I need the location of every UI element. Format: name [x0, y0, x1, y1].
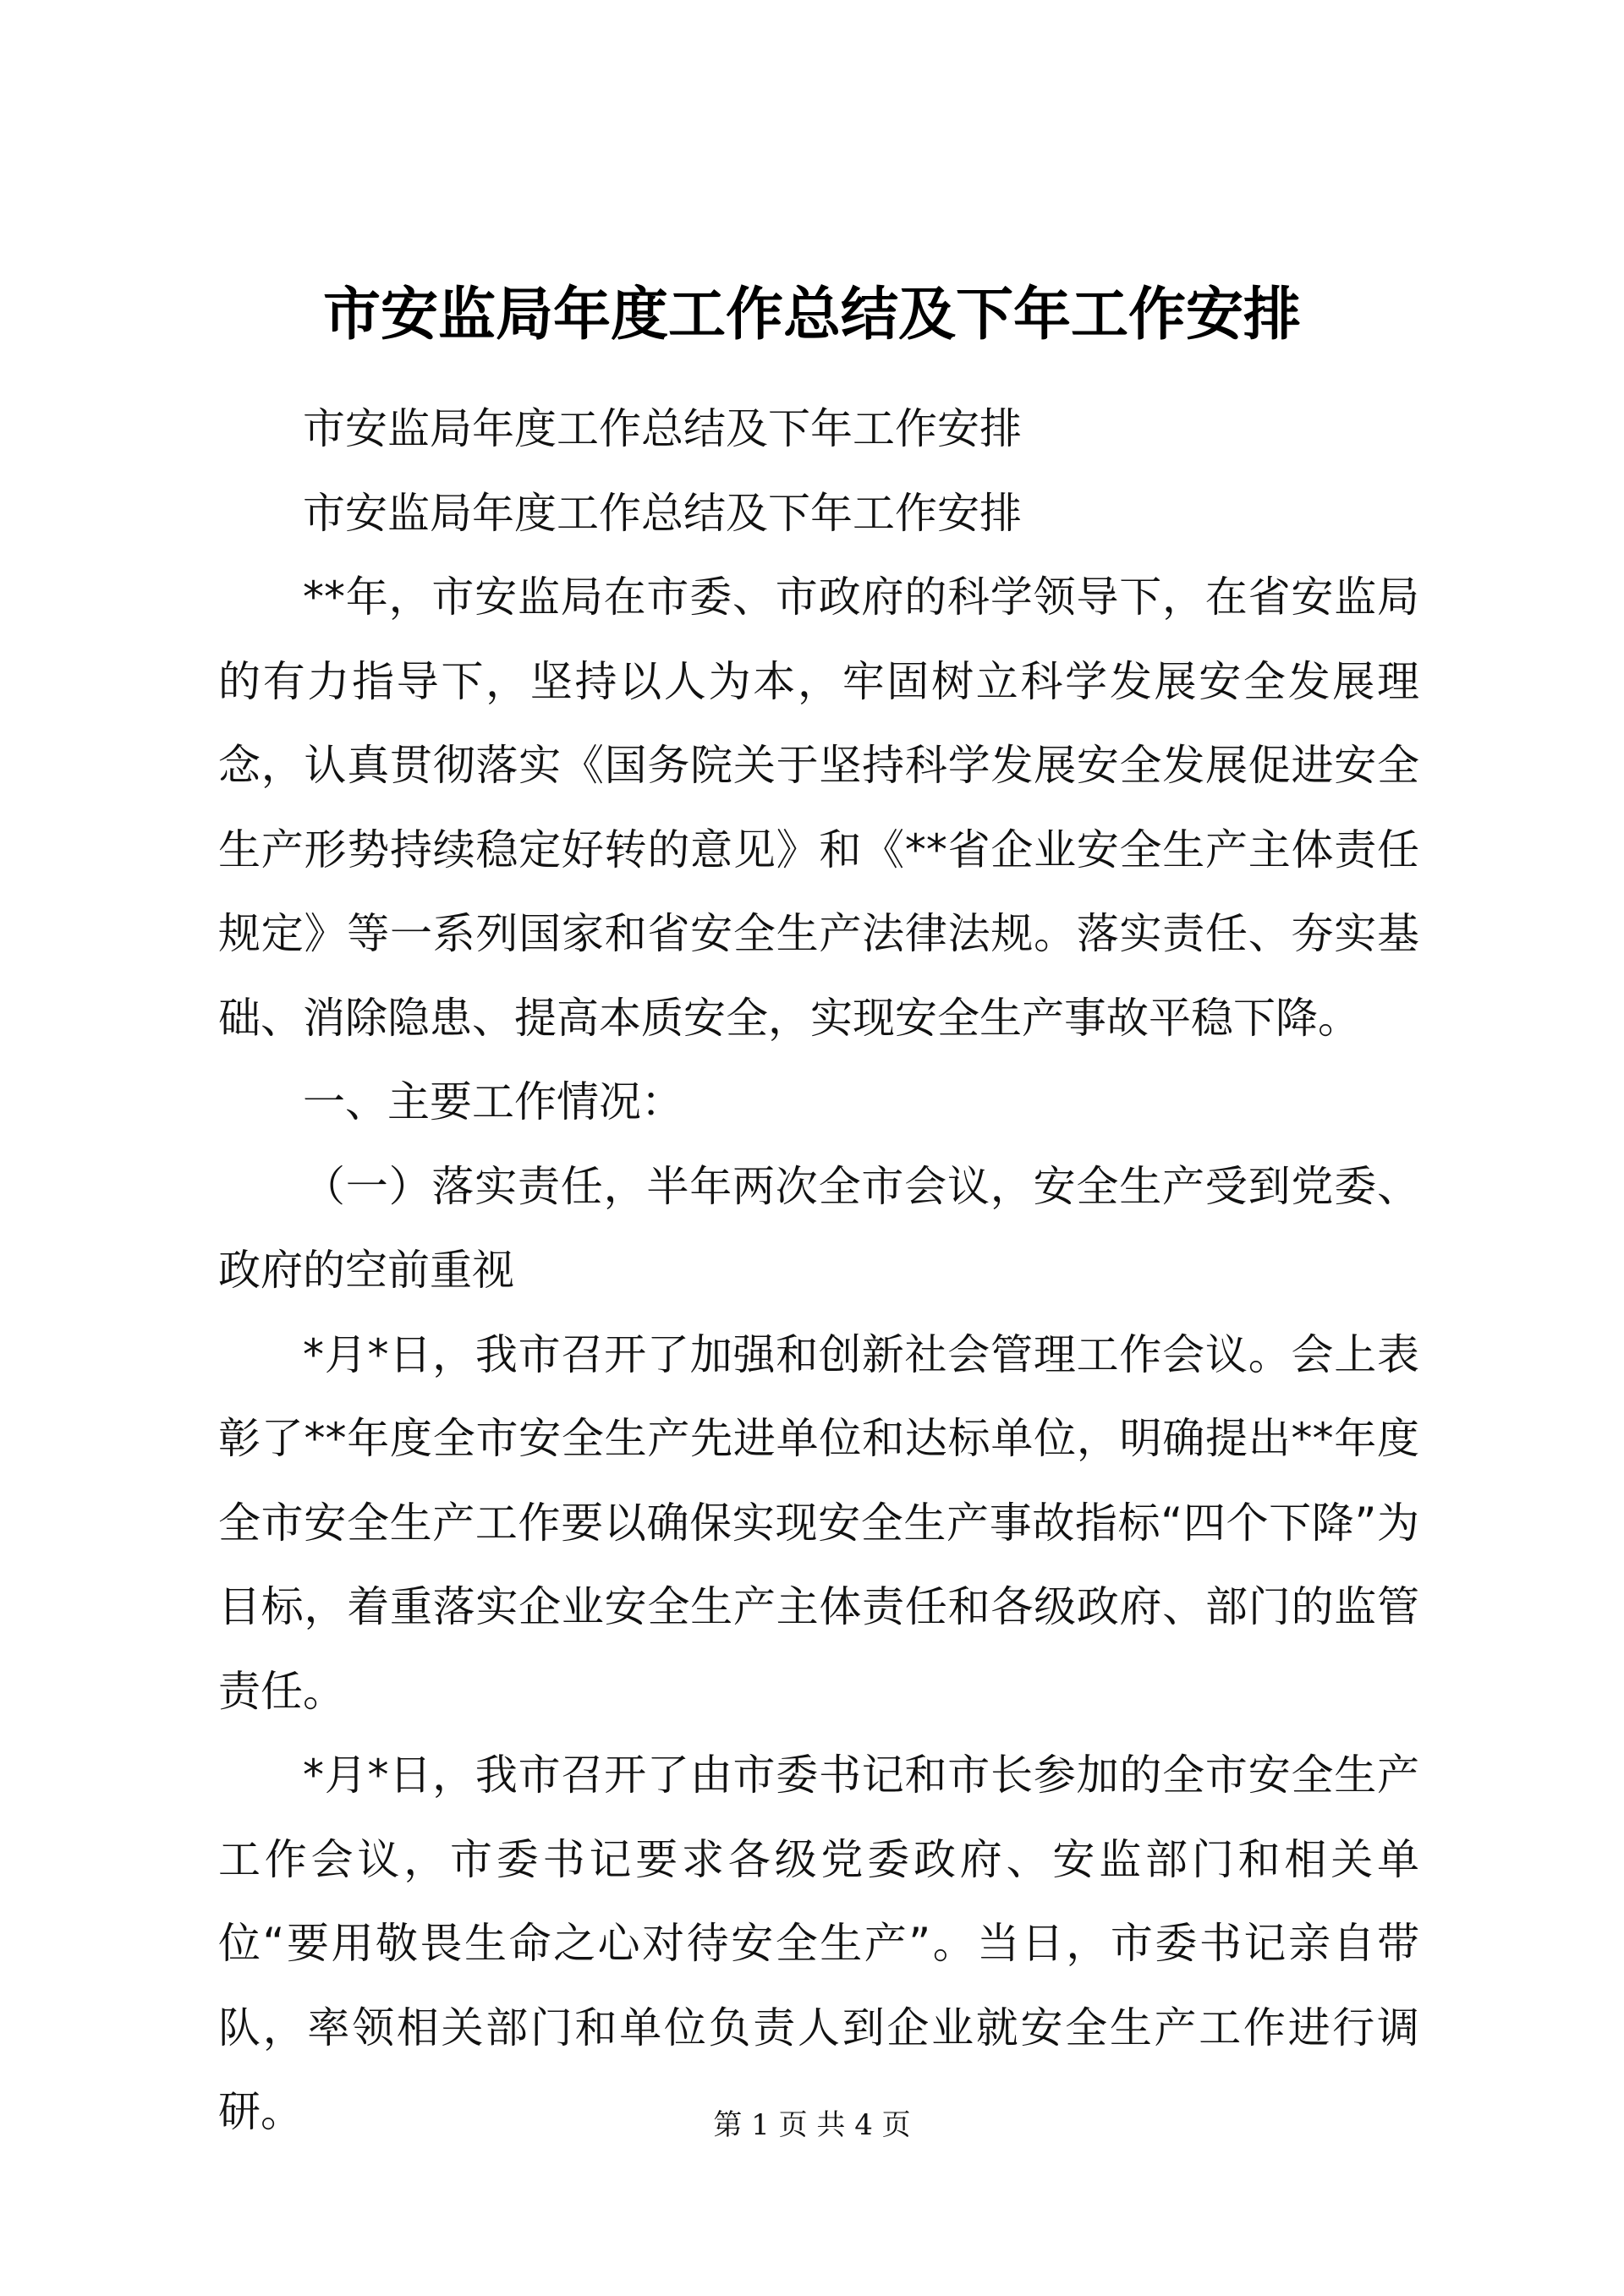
document-body [218, 387, 1419, 2155]
paragraph-meeting-1: *月*日，我市召开了加强和创新社会管理工作会议。会上表彰了**年度全市安全生产先进单位和达标单位，明确提出**年度全市安全生产工作要以确保实现安全生产事故指标“四个下降”为目标，着重落实企业安全生产主体责任和各级政府、部门的监管责任。 [218, 1329, 1419, 1716]
paragraph-subtitle-2: 市安监局年度工作总结及下年工作安排 [303, 488, 1022, 538]
paragraph-intro: **年，市安监局在市委、市政府的科学领导下，在省安监局的有力指导下，坚持以人为本，牢固树立科学发展安全发展理念，认真贯彻落实《国务院关于坚持科学发展安全发展促进安全生产形势持续稳定好转的意见》和《**省企业安全生产主体责任规定》等一系列国家和省安全生产法律法规。落实责任、夯实基础、消除隐患、提高本质安全，实现安全生产事故平稳下降。 [218, 573, 1419, 1043]
subsection-heading-1: （一）落实责任，半年两次全市会议，安全生产受到党委、政府的空前重视 [218, 1161, 1419, 1295]
page-footer: 第 1 页 共 4 页 [713, 2108, 911, 2142]
document-title: 市安监局年度工作总结及下年工作安排 [322, 281, 1301, 348]
paragraph-meeting-2: *月*日，我市召开了由市委书记和市长参加的全市安全生产工作会议，市委书记要求各级党委政府、安监部门和相关单位“要用敬畏生命之心对待安全生产”。当日，市委书记亲自带队，率领相关部门和单位负责人到企业就安全生产工作进行调研。 [218, 1751, 1419, 2136]
paragraph-subtitle-1: 市安监局年度工作总结及下年工作安排 [303, 404, 1022, 453]
section-heading-main-work: 一、主要工作情况： [303, 1077, 683, 1126]
